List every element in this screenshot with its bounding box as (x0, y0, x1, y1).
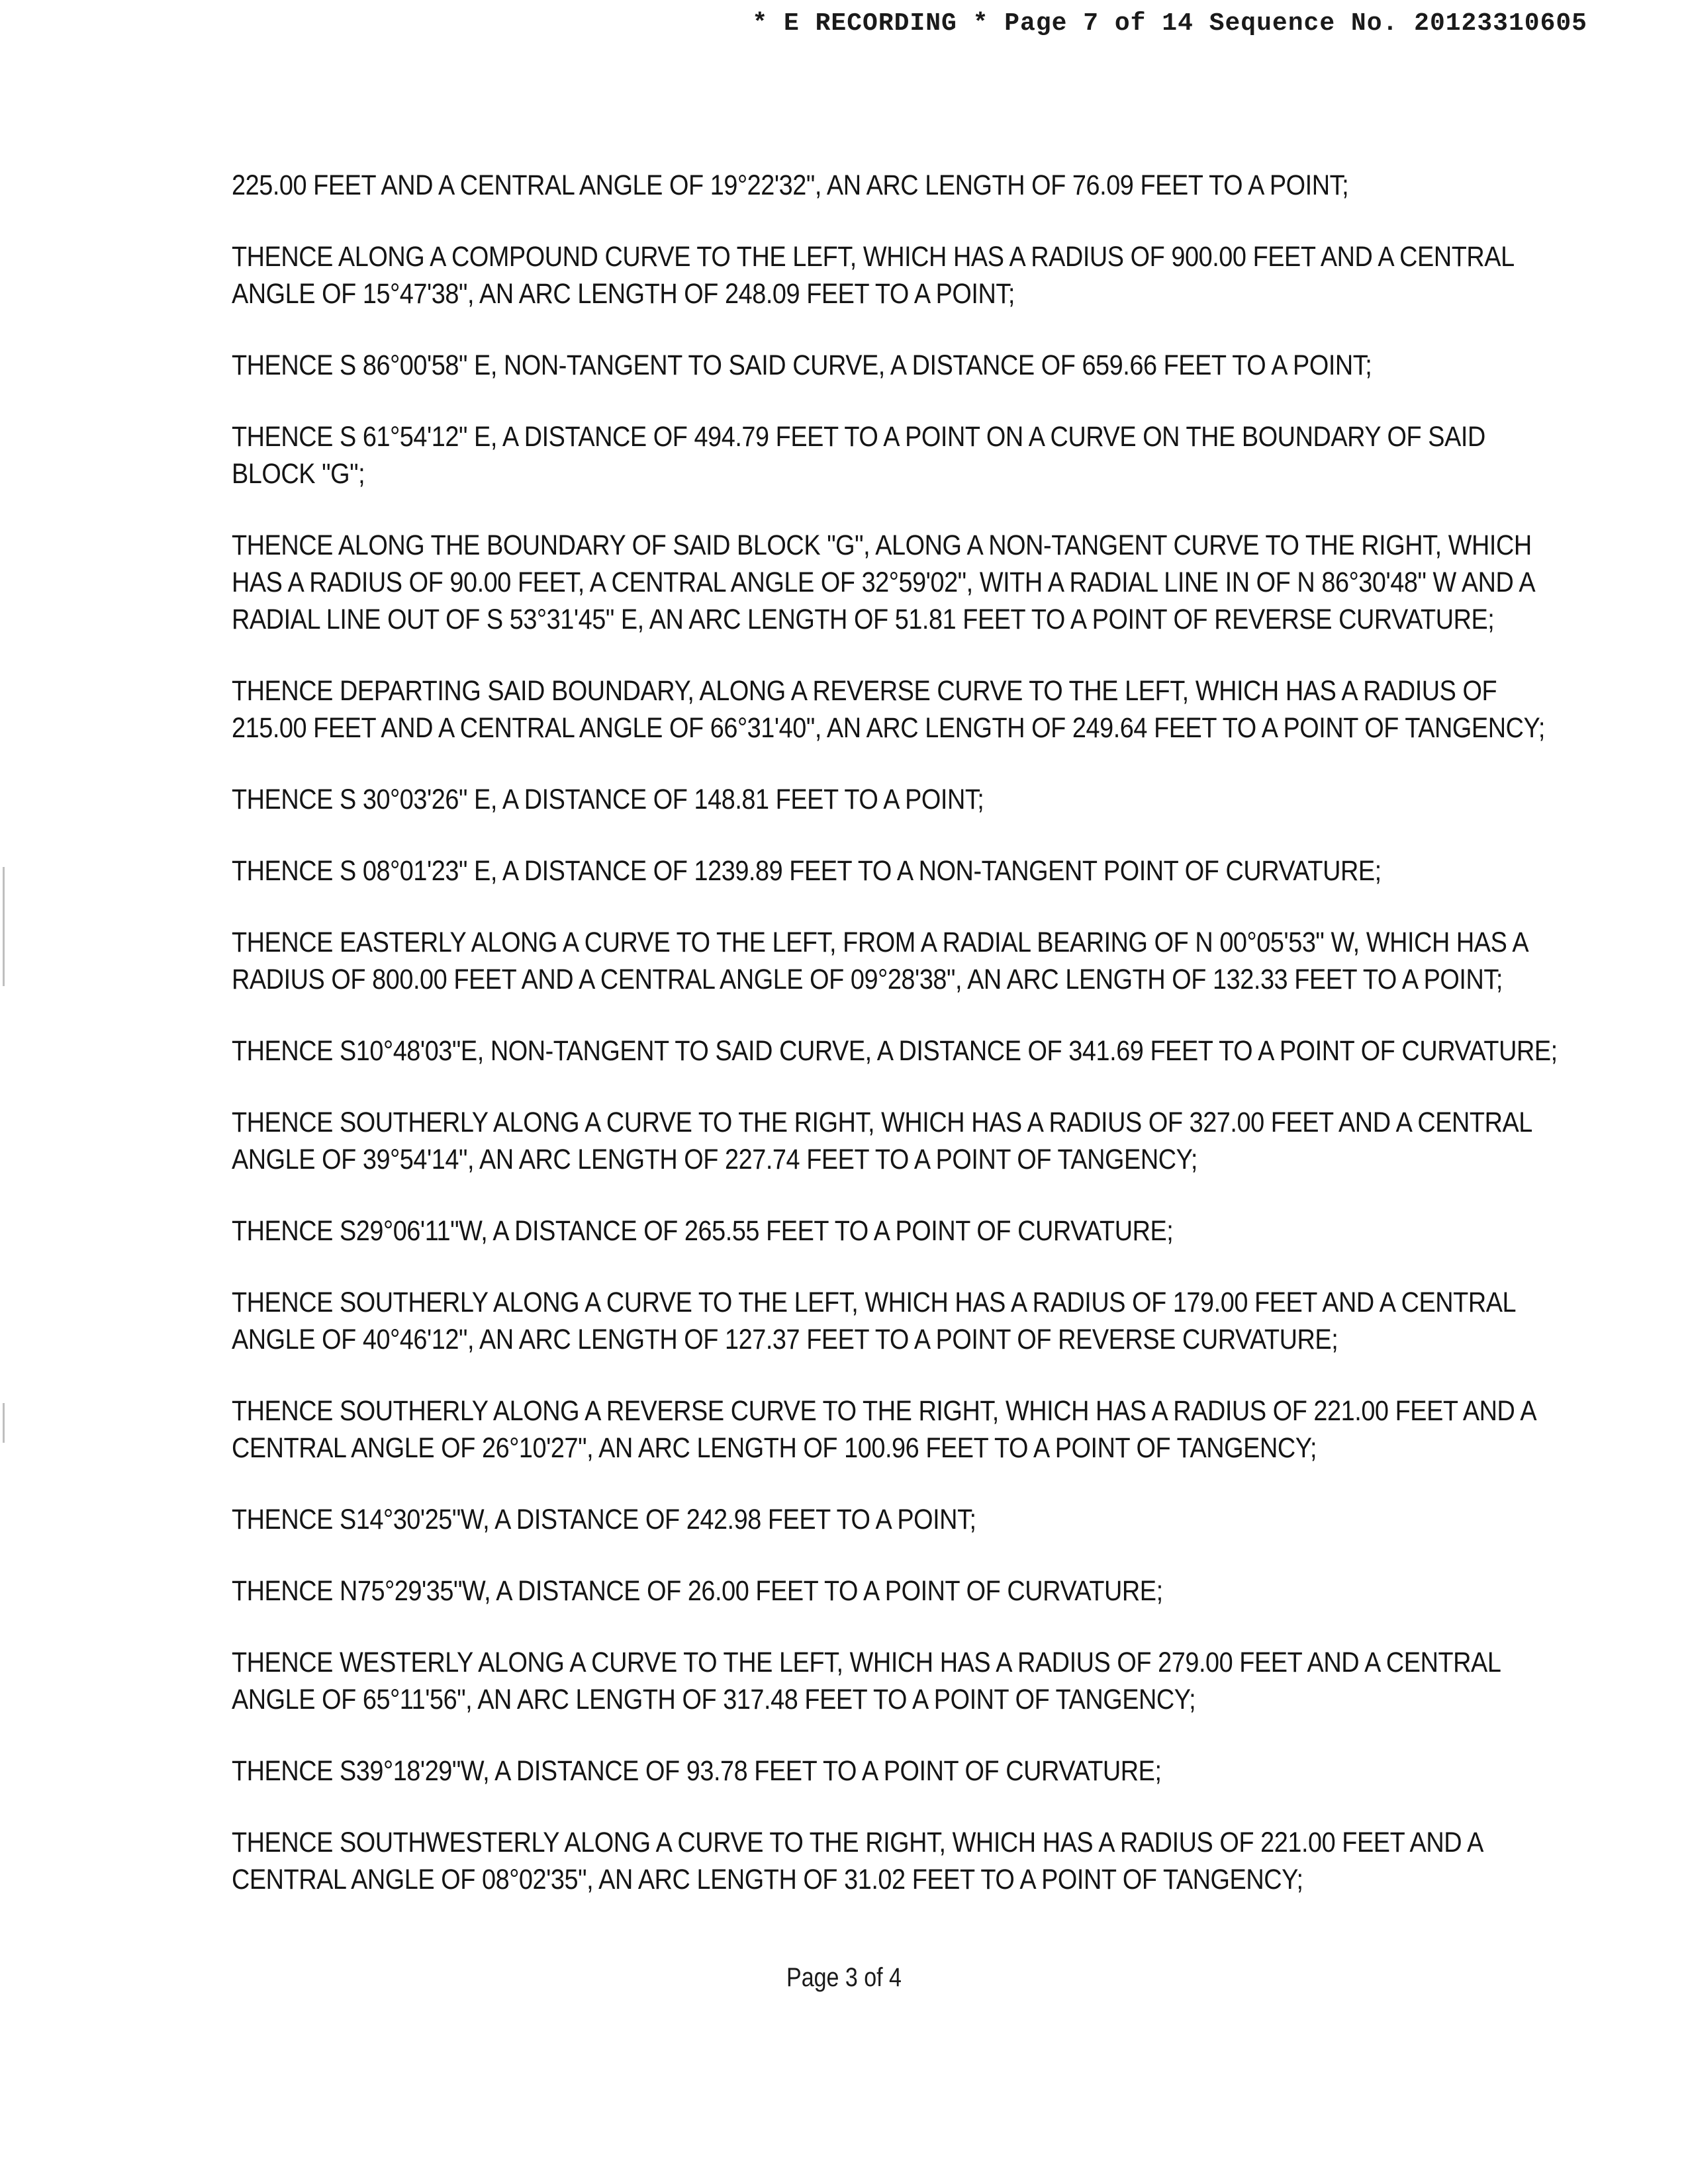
paragraph-boundary-curve: THENCE ALONG THE BOUNDARY OF SAID BLOCK "G", ALONG A NON-TANGENT CURVE TO THE RIGHT, WHICH HAS A RADIUS OF 90.00 FEET, A CENTRAL ANGLE OF 32°59'02", WITH A RADIAL LINE IN OF N 86°30'48" W AND A RADIAL LINE OUT OF S 53°31'45" E, AN ARC LENGTH OF 51.81 FEET TO A POINT OF REVERSE CURVATURE; (232, 529, 1534, 635)
paragraph-course: THENCE N75°29'35"W, A DISTANCE OF 26.00 FEET TO A POINT OF CURVATURE; (232, 1575, 1163, 1607)
paragraph-arc-continuation: 225.00 FEET AND A CENTRAL ANGLE OF 19°22'32", AN ARC LENGTH OF 76.09 FEET TO A POINT; (232, 169, 1349, 201)
recording-stamp-header: * E RECORDING * Page 7 of 14 Sequence No. 20123310605 (752, 9, 1587, 38)
paragraph-curve: THENCE SOUTHWESTERLY ALONG A CURVE TO THE RIGHT, WHICH HAS A RADIUS OF 221.00 FEET AND A CENTRAL ANGLE OF 08°02'35", AN ARC LENGTH OF 31.02 FEET TO A POINT OF TANGENCY; (232, 1827, 1482, 1895)
paragraph-course: THENCE S 61°54'12" E, A DISTANCE OF 494.79 FEET TO A POINT ON A CURVE ON THE BOUNDARY OF SAID BLOCK "G"; (232, 421, 1485, 490)
legal-description-body (232, 167, 1558, 1933)
paragraph-curve: THENCE SOUTHERLY ALONG A CURVE TO THE RIGHT, WHICH HAS A RADIUS OF 327.00 FEET AND A CENTRAL ANGLE OF 39°54'14", AN ARC LENGTH OF 227.74 FEET TO A POINT OF TANGENCY; (232, 1107, 1532, 1175)
paragraph-course: THENCE S29°06'11"W, A DISTANCE OF 265.55 FEET TO A POINT OF CURVATURE; (232, 1215, 1174, 1247)
paragraph-curve: THENCE SOUTHERLY ALONG A CURVE TO THE LEFT, WHICH HAS A RADIUS OF 179.00 FEET AND A CENTRAL ANGLE OF 40°46'12", AN ARC LENGTH OF 127.37 FEET TO A POINT OF REVERSE CURVATURE; (232, 1287, 1515, 1355)
scan-margin-mark (3, 867, 5, 986)
page-number-footer: Page 3 of 4 (786, 1963, 902, 1992)
paragraph-course: THENCE S39°18'29"W, A DISTANCE OF 93.78 FEET TO A POINT OF CURVATURE; (232, 1755, 1162, 1787)
scan-margin-mark (3, 1403, 5, 1443)
paragraph-compound-curve: THENCE ALONG A COMPOUND CURVE TO THE LEFT, WHICH HAS A RADIUS OF 900.00 FEET AND A CENTRAL ANGLE OF 15°47'38", AN ARC LENGTH OF 248.09 FEET TO A POINT; (232, 241, 1514, 310)
paragraph-curve: THENCE WESTERLY ALONG A CURVE TO THE LEFT, WHICH HAS A RADIUS OF 279.00 FEET AND A CENTRAL ANGLE OF 65°11'56", AN ARC LENGTH OF 317.48 FEET TO A POINT OF TANGENCY; (232, 1647, 1501, 1715)
paragraph-course: THENCE S 30°03'26" E, A DISTANCE OF 148.81 FEET TO A POINT; (232, 784, 984, 815)
paragraph-course: THENCE S 08°01'23" E, A DISTANCE OF 1239.89 FEET TO A NON-TANGENT POINT OF CURVATURE; (232, 855, 1382, 887)
paragraph-course: THENCE S10°48'03"E, NON-TANGENT TO SAID CURVE, A DISTANCE OF 341.69 FEET TO A POINT OF CURVATURE; (232, 1035, 1558, 1067)
paragraph-reverse-curve: THENCE SOUTHERLY ALONG A REVERSE CURVE TO THE RIGHT, WHICH HAS A RADIUS OF 221.00 FEET AND A CENTRAL ANGLE OF 26°10'27", AN ARC LENGTH OF 100.96 FEET TO A POINT OF TANGENCY; (232, 1395, 1536, 1464)
paragraph-curve: THENCE EASTERLY ALONG A CURVE TO THE LEFT, FROM A RADIAL BEARING OF N 00°05'53" W, WHICH HAS A RADIUS OF 800.00 FEET AND A CENTRAL ANGLE OF 09°28'38", AN ARC LENGTH OF 132.33 FEET TO A POINT; (232, 927, 1528, 995)
paragraph-reverse-curve: THENCE DEPARTING SAID BOUNDARY, ALONG A REVERSE CURVE TO THE LEFT, WHICH HAS A RADIUS OF 215.00 FEET AND A CENTRAL ANGLE OF 66°31'40", AN ARC LENGTH OF 249.64 FEET TO A POINT OF TANGENCY; (232, 675, 1545, 744)
paragraph-course: THENCE S 86°00'58" E, NON-TANGENT TO SAID CURVE, A DISTANCE OF 659.66 FEET TO A POINT; (232, 349, 1372, 381)
paragraph-course: THENCE S14°30'25"W, A DISTANCE OF 242.98 FEET TO A POINT; (232, 1504, 976, 1535)
